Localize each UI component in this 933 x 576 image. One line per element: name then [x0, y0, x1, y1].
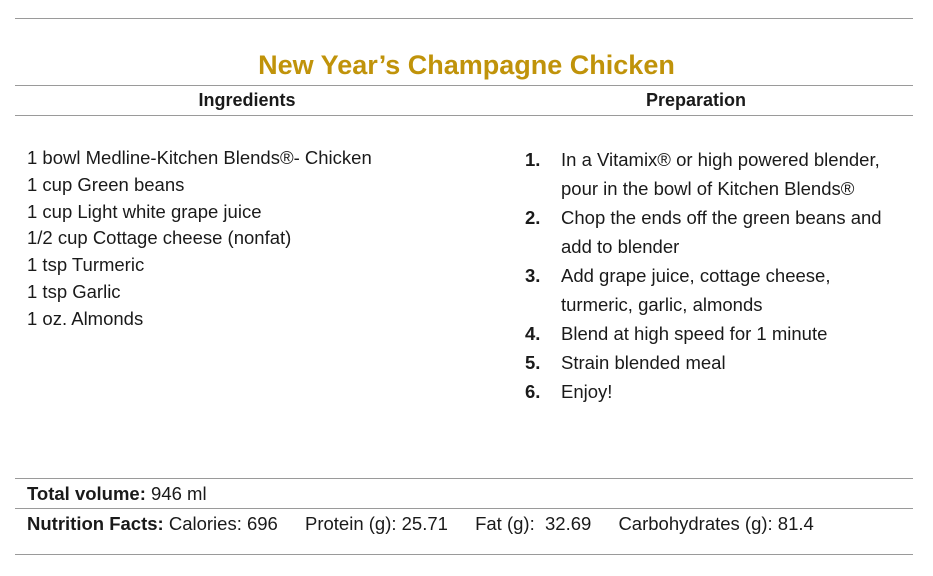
nutrition-facts-row: [27, 511, 814, 537]
step-number: 3.: [525, 265, 541, 286]
total-volume-row: [27, 481, 207, 507]
preparation-steps: [525, 145, 895, 406]
ingredient-item: 1/2 cup Cottage cheese (nonfat): [27, 227, 292, 249]
step-number: 2.: [525, 207, 541, 228]
step-number: 4.: [525, 323, 541, 344]
carbohydrates-value: Carbohydrates (g): 81.4: [618, 513, 814, 534]
step-number: 5.: [525, 352, 541, 373]
top-rule: [15, 18, 913, 19]
preparation-step: [525, 203, 895, 261]
ingredient-item: 1 tsp Turmeric: [27, 254, 145, 276]
fat-value: Fat (g): 32.69: [475, 513, 592, 534]
preparation-step: [525, 145, 895, 203]
recipe-title: New Year’s Champagne Chicken: [258, 50, 675, 80]
step-text: Chop the ends off the green beans and add to blender: [561, 207, 882, 257]
preparation-step: [525, 261, 895, 319]
nutrition-facts-label: Nutrition Facts:: [27, 513, 164, 534]
step-text: Enjoy!: [561, 381, 613, 402]
step-number: 1.: [525, 149, 541, 170]
preparation-step: [525, 319, 895, 348]
total-volume-label: Total volume:: [27, 483, 146, 504]
ingredient-item: 1 cup Light white grape juice: [27, 200, 262, 222]
total-volume-rule: [15, 478, 913, 479]
ingredient-item: 1 tsp Garlic: [27, 280, 121, 302]
preparation-step: [525, 348, 895, 377]
step-text: Strain blended meal: [561, 352, 726, 373]
step-text: In a Vitamix® or high powered blender, pour in the bowl of Kitchen Blends®: [561, 149, 880, 199]
protein-value: Protein (g): 25.71: [305, 513, 448, 534]
step-text: Blend at high speed for 1 minute: [561, 323, 828, 344]
preparation-step: [525, 377, 895, 406]
preparation-heading: Preparation: [645, 90, 747, 110]
title-rule: [15, 85, 913, 86]
step-number: 6.: [525, 381, 541, 402]
ingredients-heading: Ingredients: [198, 90, 296, 110]
calories-value: Calories: 696: [168, 513, 278, 534]
ingredient-item: 1 bowl Medline-Kitchen Blends®- Chicken: [27, 147, 372, 168]
bottom-rule: [15, 554, 913, 555]
nutrition-rule: [15, 508, 913, 509]
total-volume-value: 946 ml: [151, 483, 207, 504]
ingredient-item: 1 cup Green beans: [27, 173, 185, 195]
header-rule: [15, 115, 913, 116]
ingredients-list: [27, 145, 372, 333]
ingredient-item: 1 oz. Almonds: [27, 307, 144, 329]
step-text: Add grape juice, cottage cheese, turmeric, garlic, almonds: [561, 265, 831, 315]
